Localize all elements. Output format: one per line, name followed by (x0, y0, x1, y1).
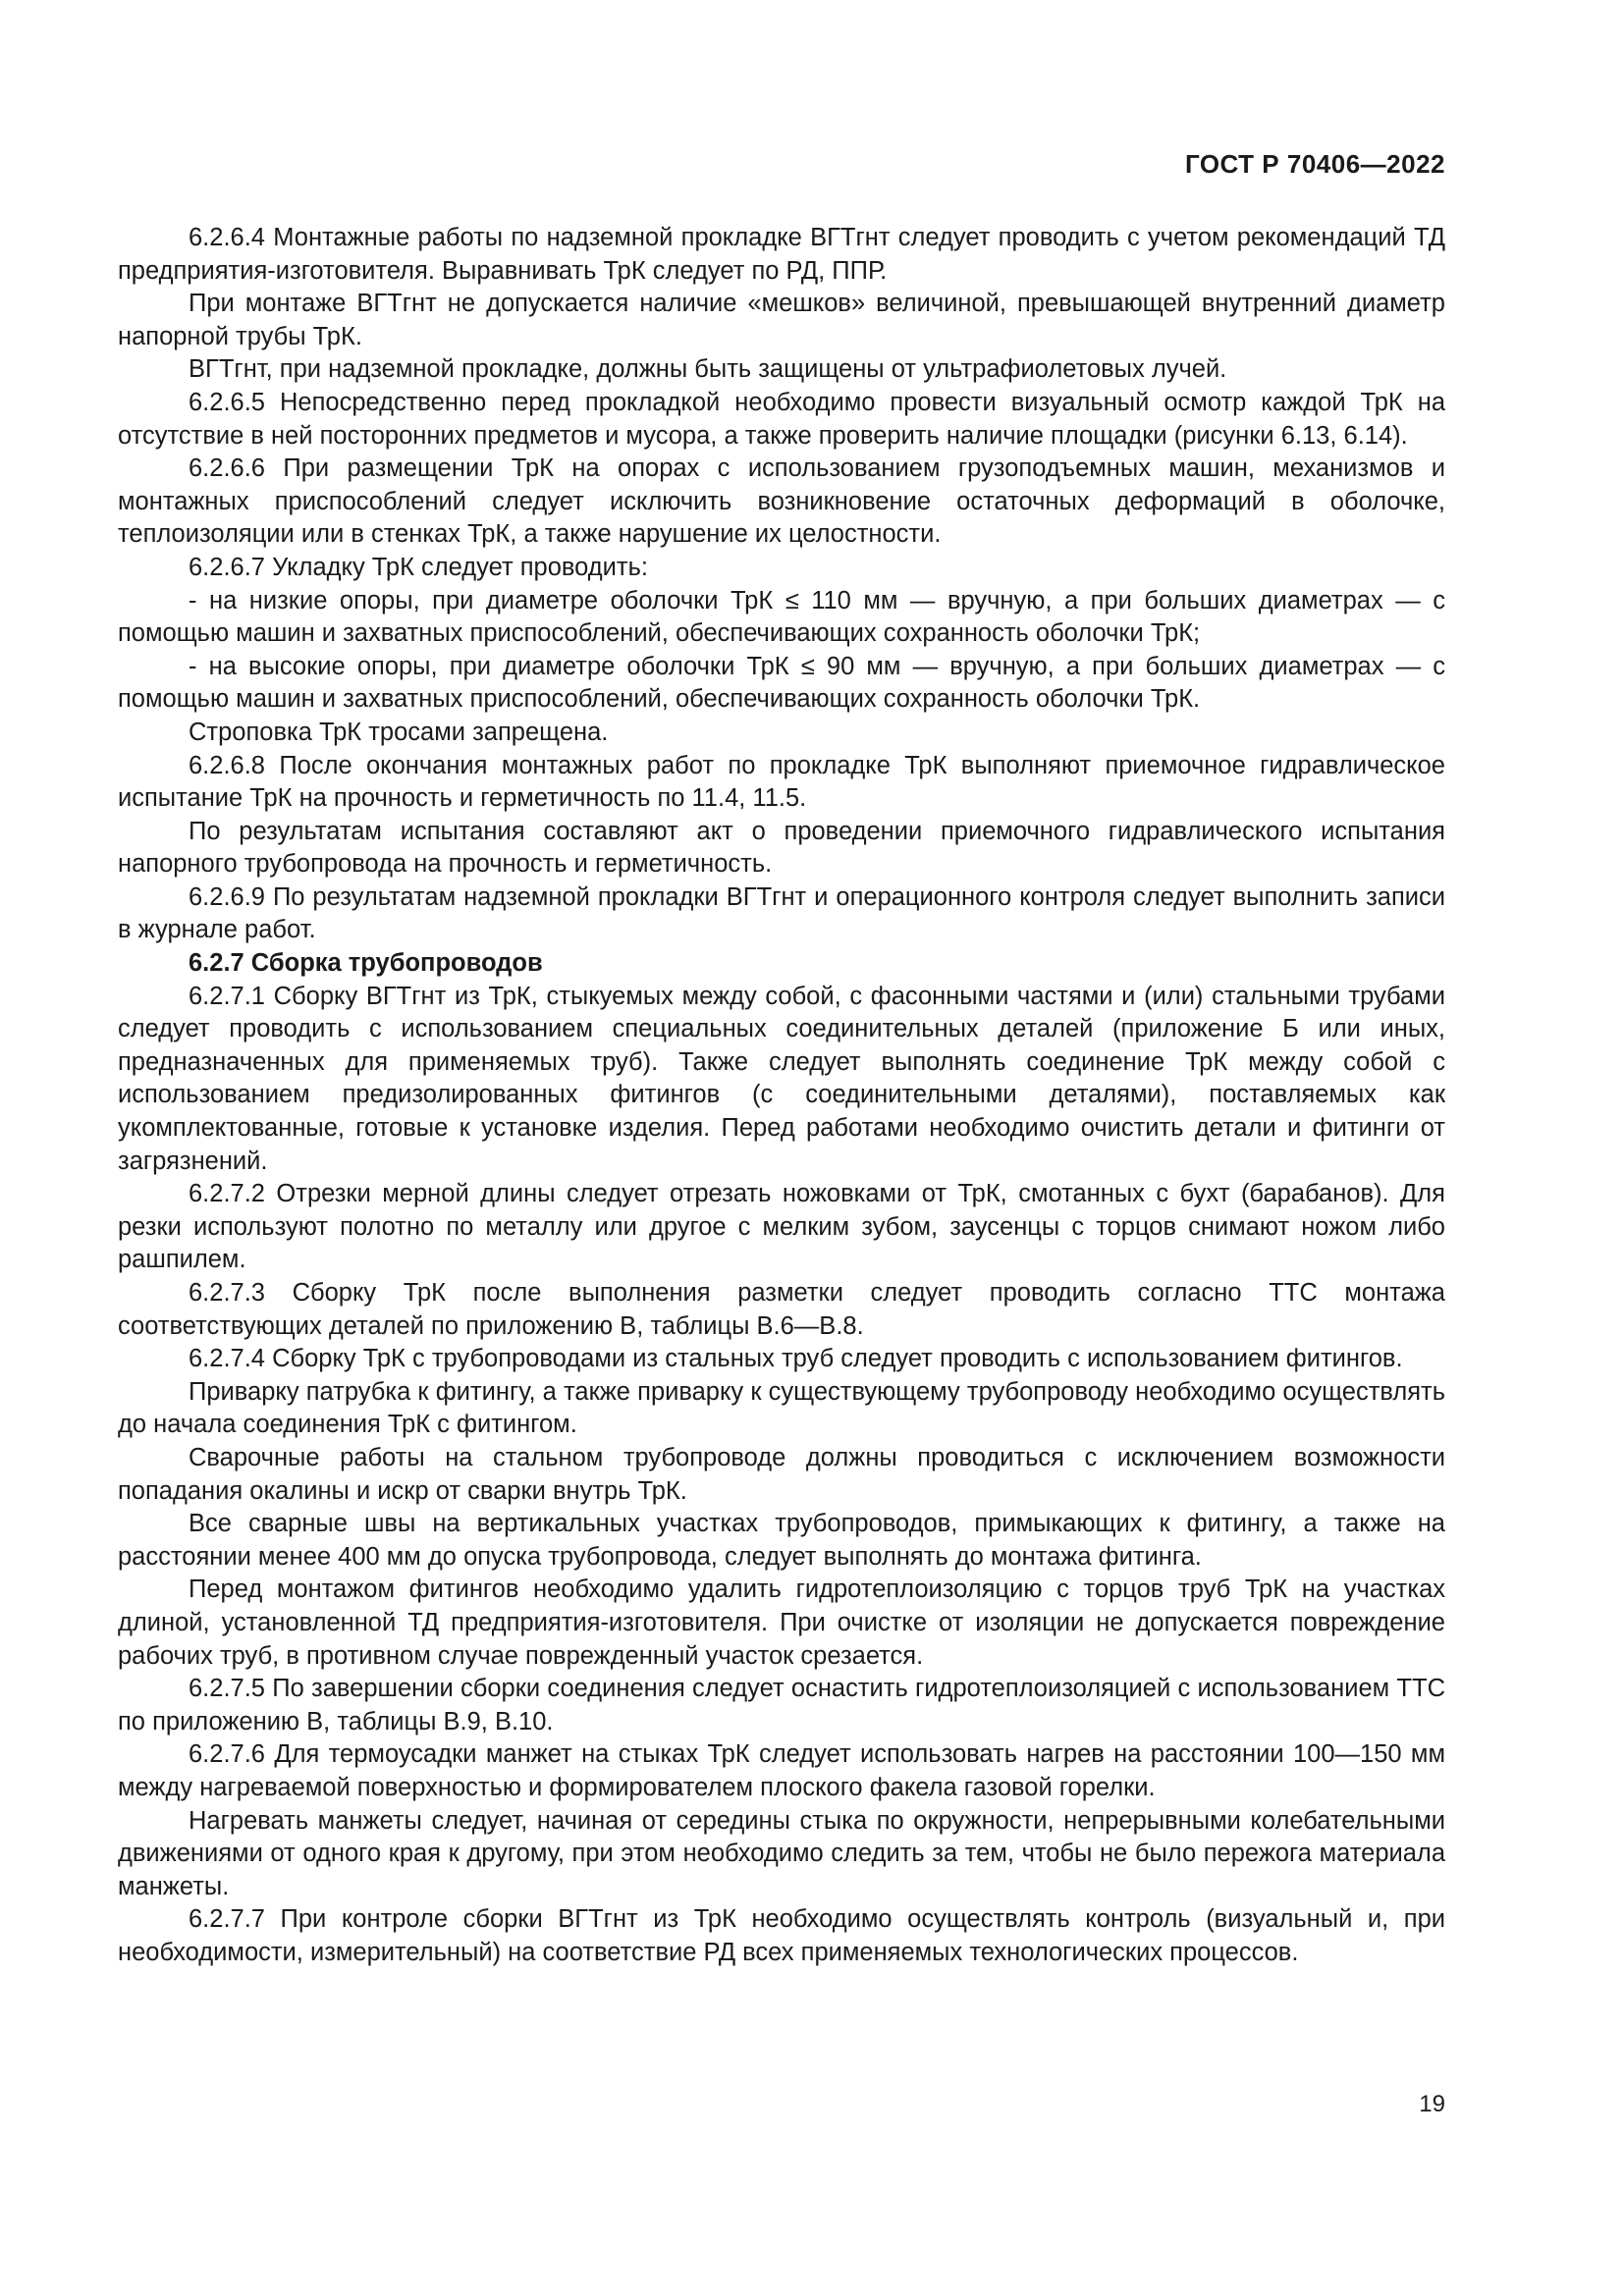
paragraph: По результатам испытания составляют акт о проведении приемочного гидравлического испытания напорного трубопровода на прочность и герметичность. (118, 817, 1445, 879)
section-heading: 6.2.7 Сборка трубопроводов (189, 949, 543, 978)
paragraph: 6.2.6.4 Монтажные работы по надземной прокладке ВГТгнт следует проводить с учетом рекомендаций ТД предприятия-изготовителя. Выравнивать ТрК следует по РД, ППР. (118, 224, 1445, 285)
paragraph: ВГТгнт, при надземной прокладке, должны быть защищены от ультрафиолетовых лучей. (189, 355, 1227, 384)
paragraph: 6.2.7.4 Сборку ТрК с трубопроводами из стальных труб следует проводить с использованием фитингов. (189, 1345, 1403, 1373)
paragraph: 6.2.7.3 Сборку ТрК после выполнения разметки следует проводить согласно ТТС монтажа соответствующих деталей по приложению В, таблицы В.6—В.8. (118, 1279, 1445, 1340)
paragraph: Приварку патрубка к фитингу, а также приварку к существующему трубопроводу необходимо осуществлять до начала соединения ТрК с фитингом. (118, 1377, 1445, 1439)
paragraph: - на низкие опоры, при диаметре оболочки ТрК ≤ 110 мм — вручную, а при больших диаметрах — с помощью машин и захватных приспособлений, обеспечивающих сохранность оболочки ТрК; (118, 586, 1445, 648)
paragraph: 6.2.7.1 Сборку ВГТгнт из ТрК, стыкуемых между собой, с фасонными частями и (или) стальными трубами следует проводить с использованием специальных соединительных деталей (приложение Б или иных, предназначенных для применяемых труб). Также следует выполнять соединение ТрК между собой с использованием предизолированных фитингов (с соединительными деталями), поставляемых как укомплектованные, готовые к установке изделия. Перед работами необходимо очистить детали и фитинги от загрязнений. (118, 982, 1445, 1175)
paragraph: - на высокие опоры, при диаметре оболочки ТрК ≤ 90 мм — вручную, а при больших диаметрах — с помощью машин и захватных приспособлений, обеспечивающих сохранность оболочки ТрК. (118, 652, 1445, 714)
paragraph: 6.2.7.2 Отрезки мерной длины следует отрезать ножовками от ТрК, смотанных с бухт (барабанов). Для резки используют полотно по металлу или другое с мелким зубом, заусенцы с торцов снимают ножом либо рашпилем. (118, 1180, 1445, 1274)
document-header: ГОСТ Р 70406—2022 (1184, 149, 1445, 179)
paragraph: Сварочные работы на стальном трубопроводе должны проводиться с исключением возможности попадания окалины и искр от сварки внутрь ТрК. (118, 1443, 1445, 1505)
paragraph: 6.2.6.6 При размещении ТрК на опорах с использованием грузоподъемных машин, механизмов и монтажных приспособлений следует исключить возникновение остаточных деформаций в оболочке, теплоизоляции или в стенках ТрК, а также нарушение их целостности. (118, 454, 1445, 549)
page-number: 19 (1419, 2091, 1445, 2117)
paragraph: Все сварные швы на вертикальных участках трубопроводов, примыкающих к фитингу, а также на расстоянии менее 400 мм до опуска трубопровода, следует выполнять до монтажа фитинга. (118, 1510, 1445, 1571)
paragraph: 6.2.7.7 При контроле сборки ВГТгнт из ТрК необходимо осуществлять контроль (визуальный и, при необходимости, измерительный) на соответствие РД всех применяемых технологических процессов. (118, 1905, 1445, 1966)
paragraph: 6.2.6.9 По результатам надземной прокладки ВГТгнт и операционного контроля следует выполнить записи в журнале работ. (118, 882, 1445, 944)
paragraph: 6.2.6.5 Непосредственно перед прокладкой необходимо провести визуальный осмотр каждой ТрК на отсутствие в ней посторонних предметов и мусора, а также проверить наличие площадки (рисунки 6.13, 6.14). (118, 388, 1445, 450)
paragraph: Нагревать манжеты следует, начиная от середины стыка по окружности, непрерывными колебательными движениями от одного края к другому, при этом необходимо следить за тем, чтобы не было пережога материала манжеты. (118, 1806, 1445, 1900)
paragraph: 6.2.6.7 Укладку ТрК следует проводить: (189, 553, 648, 581)
paragraph: При монтаже ВГТгнт не допускается наличие «мешков» величиной, превышающей внутренний диаметр напорной трубы ТрК. (118, 290, 1445, 350)
paragraph: Строповка ТрК тросами запрещена. (189, 718, 609, 746)
paragraph: Перед монтажом фитингов необходимо удалить гидротеплоизоляцию с торцов труб ТрК на участках длиной, установленной ТД предприятия-изготовителя. При очистке от изоляции не допускается повреждение рабочих труб, в противном случае поврежденный участок срезается. (118, 1575, 1445, 1670)
document-body (118, 222, 1445, 1969)
paragraph: 6.2.7.5 По завершении сборки соединения следует оснастить гидротеплоизоляцией с использованием ТТС по приложению В, таблицы В.9, В.10. (118, 1675, 1445, 1735)
paragraph: 6.2.7.6 Для термоусадки манжет на стыках ТрК следует использовать нагрев на расстоянии 100—150 мм между нагреваемой поверхностью и формирователем плоского факела газовой горелки. (118, 1740, 1445, 1801)
paragraph: 6.2.6.8 После окончания монтажных работ по прокладке ТрК выполняют приемочное гидравлическое испытание ТрК на прочность и герметичность по 11.4, 11.5. (118, 751, 1445, 813)
